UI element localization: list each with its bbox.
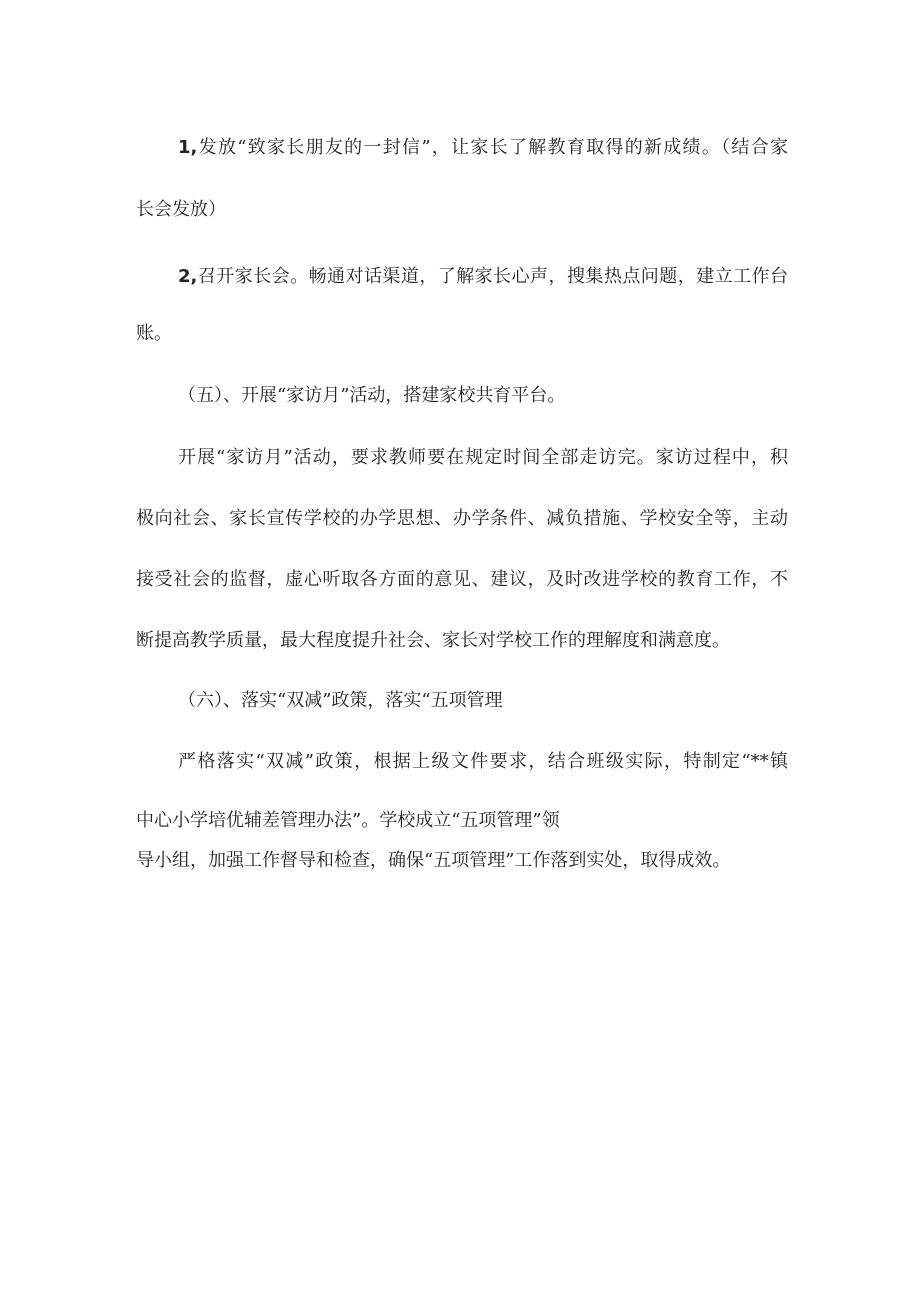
item1-line2: 长会发放） (136, 199, 226, 220)
section5-line: 断提高教学质量，最大程度提升社会、家长对学校工作的理解度和满意度。 (136, 630, 730, 651)
item1-line1 (178, 136, 788, 160)
section5-line: 接受社会的监督，虚心听取各方面的意见、建议，及时改进学校的教育工作，不 (136, 569, 788, 590)
section6-line: 导小组，加强工作督导和检查，确保“五项管理”工作落到实处，取得成效。 (136, 850, 731, 871)
section6-line: 严格落实“双减”政策，根据上级文件要求，结合班级实际，特制定“**镇 (178, 751, 788, 772)
item2-number: 2, (178, 266, 198, 287)
section5-line: 开展“家访月”活动，要求教师要在规定时间全部走访完。家访过程中，积 (178, 447, 788, 468)
item1-number: 1, (178, 137, 198, 158)
section6-line: 中心小学培优辅差管理办法”。学校成立“五项管理”领 (136, 810, 560, 831)
item2-line1 (178, 265, 788, 289)
section6-heading: （六）、落实“双减”政策，落实“五项管理 (178, 690, 503, 711)
item2-line2: 账。 (136, 323, 172, 344)
item1-text: 发放“致家长朋友的一封信”，让家长了解教育取得的新成绩。（结合家 (197, 137, 788, 158)
section5-line: 极向社会、家长宣传学校的办学思想、办学条件、减负措施、学校安全等，主动 (136, 508, 788, 529)
item2-text: 召开家长会。畅通对话渠道，了解家长心声，搜集热点问题，建立工作台 (197, 266, 788, 287)
section5-heading: （五）、开展“家访月”活动，搭建家校共育平台。 (178, 385, 566, 406)
